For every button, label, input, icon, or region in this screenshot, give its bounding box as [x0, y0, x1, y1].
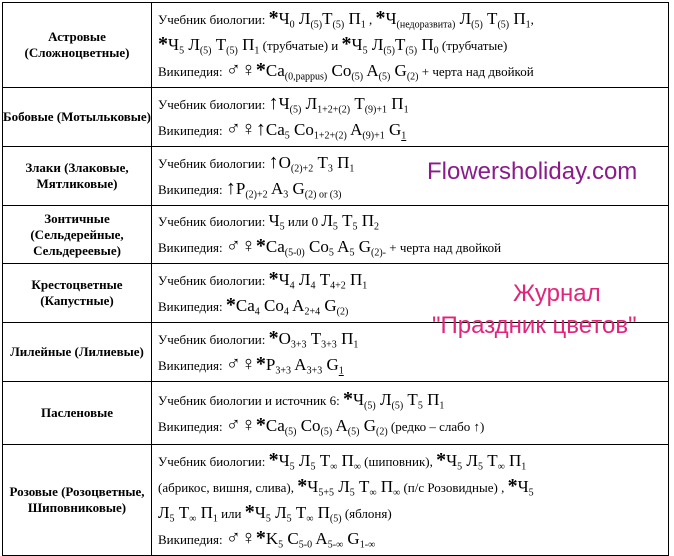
formula-index: 4 [283, 306, 289, 318]
actinomorphic-icon: * [158, 33, 168, 55]
formula-text: Учебник биологии: [158, 332, 269, 347]
formula-letter: P [235, 179, 246, 198]
formula-letter: Ч [278, 94, 290, 113]
formula-line [158, 209, 668, 234]
formula-line [158, 500, 668, 526]
formula-index: 1 [349, 163, 355, 175]
formula-letter: Co [296, 416, 321, 435]
formula-index: 0 [433, 45, 439, 57]
formula-index: 4 [310, 280, 316, 292]
formula-letter: G [322, 355, 339, 374]
formula-index: 5 [289, 461, 295, 473]
formula-index: ∞ [330, 461, 338, 473]
formula-text: + черта над двойкой [418, 64, 534, 79]
formula-text: (трубчатые) [438, 38, 508, 53]
family-name: Зонтичные (Сельдерейные, Сельдереевые) [3, 206, 152, 264]
formula-text: Учебник биологии: [158, 454, 269, 469]
watermark-magazine-name: "Праздник цветов" [432, 312, 637, 339]
formula-line [158, 91, 668, 117]
formula-index: 5 [286, 513, 292, 525]
bisexual-icon: ♂♀ [225, 414, 256, 436]
formula-letter: Л [294, 270, 311, 289]
family-formulas [152, 3, 669, 88]
formula-letter: Л [333, 477, 350, 496]
formula-index: 5 [328, 247, 334, 259]
formula-letter: Т [395, 35, 406, 54]
formula-line [158, 448, 668, 474]
family-formulas [152, 382, 669, 445]
formula-index: (2)+2 [290, 163, 314, 175]
formula-letter: Т [315, 451, 331, 470]
formula-index: 1 [360, 19, 366, 31]
formula-letter: П [504, 451, 522, 470]
family-row [3, 382, 669, 445]
bisexual-icon: ♂♀ [225, 527, 256, 549]
formula-text: (трубчатые) и [259, 38, 342, 53]
formula-text: Учебник биологии: [158, 12, 269, 27]
formula-line [158, 117, 668, 143]
formula-index: 5 [265, 513, 271, 525]
family-row [3, 206, 669, 264]
formula-index: 3+3 [290, 339, 307, 351]
actinomorphic-icon: * [342, 388, 353, 410]
formula-letter: Ч [446, 451, 458, 470]
formula-index: 5 [528, 487, 534, 499]
formula-text: Учебник биологии и источник 6: [158, 393, 343, 408]
actinomorphic-icon: * [255, 235, 266, 257]
family-name: Злаки (Злаковые, Мятликовые) [3, 147, 152, 206]
formula-letter: Л [367, 35, 384, 54]
formula-letter: П [336, 329, 354, 348]
formula-index: (5) [310, 19, 323, 31]
formula-letter: Л [270, 503, 287, 522]
formula-letter: Ca [265, 416, 285, 435]
formula-index: 5 [362, 45, 368, 57]
formula-index: 5 [169, 513, 175, 525]
formula-letter: Т [315, 270, 331, 289]
formula-index: 2 [374, 221, 380, 233]
formula-text: Википедия: [158, 123, 226, 138]
formula-letter: Co [327, 61, 352, 80]
formula-letter: Т [482, 9, 498, 28]
actinomorphic-icon: * [268, 449, 279, 471]
formula-index: 5 [332, 221, 338, 233]
family-formulas [152, 445, 669, 556]
formula-letter: Co [259, 296, 284, 315]
formula-index: (0,pappus) [284, 71, 328, 83]
formula-index: 5-∞ [327, 539, 344, 551]
formula-text: Википедия: [158, 182, 226, 197]
formula-letter: Т [482, 451, 498, 470]
formula-text: Википедия: [158, 240, 226, 255]
formula-text: Учебник биологии: [158, 97, 269, 112]
bisexual-icon: ♂♀ [225, 59, 256, 81]
formula-letter: Т [306, 329, 322, 348]
family-row [3, 445, 669, 556]
formula-index: (2)- [370, 247, 386, 259]
formula-index: (5) [351, 71, 364, 83]
formula-text: (яблоня) [341, 506, 392, 521]
formula-letter: Ч [268, 211, 280, 230]
family-name: Крестоцветные (Капустные) [3, 264, 152, 323]
formula-index: 4 [254, 306, 260, 318]
formula-index: 1 [353, 339, 359, 351]
formula-index: 3+3 [321, 339, 337, 351]
formula-index: (5) [378, 71, 391, 83]
formula-line [158, 32, 668, 58]
formula-index: ∞ [189, 513, 197, 525]
formula-index: 3 [283, 189, 289, 201]
formula-letter: Л [301, 94, 318, 113]
watermark-magazine: Журнал [513, 280, 601, 307]
formula-text: Учебник биологии: [158, 273, 269, 288]
formula-index: 5 [349, 487, 355, 499]
family-name: Розовые (Розоцветные, Шиповниковые) [3, 445, 152, 556]
formula-text: , [530, 12, 534, 27]
formula-letter: G [354, 237, 371, 256]
actinomorphic-icon: * [297, 475, 308, 497]
actinomorphic-icon: * [341, 33, 352, 55]
formula-text: Википедия: [158, 532, 226, 547]
formula-letter: П [196, 503, 213, 522]
formula-letter: Л [455, 9, 472, 28]
formula-letter: Ч [352, 390, 365, 409]
formula-letter: Т [174, 503, 190, 522]
family-formulas [152, 88, 669, 147]
formula-line [158, 234, 668, 260]
formula-index: (2) [376, 426, 388, 438]
formula-letter: Ч [351, 35, 363, 54]
formula-letter: Т [211, 35, 227, 54]
formula-letter: Л [321, 211, 333, 230]
formula-index: (5) [332, 19, 345, 31]
formula-letter: Ч [278, 270, 290, 289]
formula-letter: Ca [235, 296, 255, 315]
zygomorphic-icon: ↑ [268, 92, 279, 114]
formula-letter: A [363, 61, 379, 80]
formula-letter: Ca [265, 237, 285, 256]
formula-letter: Л [158, 503, 170, 522]
formula-letter: П [345, 270, 363, 289]
formula-letter: G [343, 529, 360, 548]
family-row [3, 3, 669, 88]
formula-text: или 0 [284, 214, 322, 229]
formula-line [158, 352, 668, 378]
actinomorphic-icon: * [268, 268, 279, 290]
formula-letter: П [313, 503, 330, 522]
formula-index: (5) [364, 400, 376, 412]
actinomorphic-icon: * [507, 475, 518, 497]
formula-line [158, 474, 668, 500]
actinomorphic-icon: * [268, 327, 279, 349]
formula-letter: П [417, 35, 434, 54]
actinomorphic-icon: * [244, 501, 255, 523]
bisexual-icon: ♂♀↑ [225, 118, 266, 140]
formula-letter: Л [375, 390, 392, 409]
formula-index: ∞ [353, 461, 361, 473]
formula-letter: A [333, 237, 350, 256]
formula-index: (5) [497, 19, 510, 31]
formula-letter: Ч [517, 477, 529, 496]
formula-letter: П [387, 94, 404, 113]
formula-index: 2+4 [304, 306, 321, 318]
actinomorphic-icon: * [268, 7, 279, 29]
formula-text: (абрикос, вишня, слива), [158, 480, 298, 495]
formula-index: 4+2 [330, 280, 346, 292]
formula-text: (п/с Розовидные) , [400, 480, 508, 495]
formula-letter: Т [313, 153, 328, 172]
formula-letter: Ч [385, 9, 397, 28]
formula-letter: G [359, 416, 376, 435]
formula-index: (5) [284, 426, 297, 438]
formula-index: (2) or (3) [304, 189, 342, 201]
formula-index: (5) [226, 45, 238, 57]
actinomorphic-icon: * [255, 527, 266, 549]
family-name: Пасленовые [3, 382, 152, 445]
formula-letter: Т [337, 211, 353, 230]
formula-table [2, 2, 669, 556]
formula-index: 5 [477, 461, 483, 473]
formula-index: 1 [254, 45, 260, 57]
formula-index: (9)+1 [364, 104, 388, 116]
actinomorphic-icon: * [255, 414, 266, 436]
formula-index: ∞ [306, 513, 314, 525]
formula-letter: П [509, 9, 526, 28]
formula-letter: G [390, 61, 407, 80]
formula-index: (5) [289, 104, 302, 116]
formula-text: Википедия: [158, 419, 226, 434]
formula-line [158, 387, 668, 413]
formula-index: (2)+2 [245, 189, 268, 201]
formula-line [158, 526, 668, 552]
formula-index: 5 [352, 221, 358, 233]
formula-index: 3+3 [306, 365, 323, 377]
formula-index: 4 [289, 280, 295, 292]
formula-index: ∞ [497, 461, 505, 473]
formula-letter: О [278, 153, 291, 172]
formula-index: (5) [471, 19, 483, 31]
family-name: Бобовые (Мотыльковые) [3, 88, 152, 147]
formula-letter: Л [184, 35, 200, 54]
actinomorphic-icon: * [375, 7, 386, 29]
formula-letter: П [332, 153, 350, 172]
formula-index: 1 [212, 513, 218, 525]
formula-index: 1+2+(2) [313, 130, 347, 142]
formula-index: (2) [406, 71, 419, 83]
formula-index: 5 [457, 461, 463, 473]
formula-index: 5 [279, 221, 285, 233]
formula-letter: K [265, 529, 279, 548]
formula-index: 5 [278, 539, 284, 551]
zygomorphic-icon: ↑ [268, 151, 279, 173]
formula-text: Википедия: [158, 299, 226, 314]
formula-index: (5-0) [284, 247, 305, 259]
formula-index: 5 [179, 45, 185, 57]
formula-index: (5) [320, 426, 333, 438]
formula-index: (5) [405, 45, 418, 57]
formula-index: (5) [199, 45, 212, 57]
formula-letter: Т [291, 503, 307, 522]
formula-text: Учебник биологии: [158, 156, 269, 171]
formula-index: 1 [338, 365, 344, 377]
formula-letter: Ч [278, 451, 290, 470]
formula-letter: П [422, 390, 440, 409]
formula-letter: C [283, 529, 299, 548]
formula-letter: Ч [278, 9, 290, 28]
formula-line [158, 6, 668, 32]
formula-index: (5) [391, 400, 404, 412]
actinomorphic-icon: * [255, 353, 266, 375]
family-name: Лилейные (Лилиевые) [3, 323, 152, 382]
formula-index: 1 [362, 280, 368, 292]
family-name: Астровые (Сложноцветные) [3, 3, 152, 88]
formula-line [158, 58, 668, 84]
formula-letter: A [346, 120, 363, 139]
formula-index: 5-0 [298, 539, 313, 551]
formula-index: 3 [327, 163, 333, 175]
formula-letter: A [332, 416, 348, 435]
formula-index: (5) [383, 45, 396, 57]
formula-letter: П [376, 477, 394, 496]
family-row [3, 88, 669, 147]
formula-letter: A [312, 529, 328, 548]
formula-index: 1 [521, 461, 527, 473]
formula-text: Учебник биологии: [158, 214, 269, 229]
formula-index: 0 [289, 19, 295, 31]
actinomorphic-icon: * [255, 59, 266, 81]
family-formulas [152, 206, 669, 264]
formula-letter: A [290, 355, 307, 374]
formula-letter: О [278, 329, 291, 348]
formula-index: (недоразвита) [396, 19, 456, 31]
formula-index: 1 [401, 130, 407, 142]
formula-index: 1-∞ [359, 539, 376, 551]
formula-text: , [365, 12, 376, 27]
formula-index: 1 [403, 104, 409, 116]
formula-letter: П [344, 9, 361, 28]
formula-letter: G [320, 296, 337, 315]
formula-letter: Co [304, 237, 329, 256]
formula-letter: П [357, 211, 375, 230]
formula-letter: Л [294, 9, 311, 28]
formula-text: Википедия: [158, 358, 226, 373]
formula-letter: A [288, 296, 305, 315]
formula-letter: P [265, 355, 276, 374]
formula-index: ∞ [369, 487, 377, 499]
formula-letter: Ч [254, 503, 266, 522]
formula-letter: Ч [307, 477, 319, 496]
formula-index: 1+2+(2) [317, 104, 351, 116]
formula-letter: G [288, 179, 305, 198]
formula-letter: Т [322, 9, 333, 28]
formula-index: (2) [336, 306, 349, 318]
formula-index: 5+5 [318, 487, 334, 499]
formula-letter: П [237, 35, 255, 54]
formula-index: 5 [310, 461, 316, 473]
actinomorphic-icon: * [436, 449, 447, 471]
bisexual-icon: ♂♀ [225, 235, 256, 257]
formula-index: 1 [525, 19, 531, 31]
formula-index: 5 [284, 130, 290, 142]
formula-letter: Т [403, 390, 418, 409]
formula-index: (5) [329, 513, 342, 525]
watermark-site: Flowersholiday.com [427, 158, 638, 185]
formula-index: 3+3 [275, 365, 291, 377]
formula-letter: Т [350, 94, 365, 113]
formula-text: или [217, 506, 245, 521]
zygomorphic-icon: ↑ [225, 177, 236, 199]
formula-text: + черта над двойкой [385, 240, 502, 255]
formula-index: (9)+1 [362, 130, 385, 142]
formula-letter: Т [354, 477, 370, 496]
formula-letter: Ч [168, 35, 180, 54]
formula-line [158, 413, 668, 439]
formula-letter: Л [294, 451, 311, 470]
actinomorphic-icon: * [225, 294, 236, 316]
formula-text: Википедия: [158, 64, 226, 79]
bisexual-icon: ♂♀ [225, 353, 256, 375]
formula-letter: Co [289, 120, 314, 139]
formula-letter: П [337, 451, 354, 470]
formula-text: (редко – слабо ↑) [387, 419, 485, 434]
formula-letter: Ca [265, 61, 285, 80]
formula-index: (5) [347, 426, 360, 438]
formula-index: ∞ [393, 487, 401, 499]
formula-text: (шиповник), [360, 454, 437, 469]
formula-index: 5 [349, 247, 355, 259]
formula-index: 1 [439, 400, 445, 412]
formula-letter: G [384, 120, 402, 139]
formula-letter: Л [462, 451, 478, 470]
formula-letter: A [267, 179, 284, 198]
formula-letter: Ca [265, 120, 285, 139]
formula-index: 5 [417, 400, 423, 412]
